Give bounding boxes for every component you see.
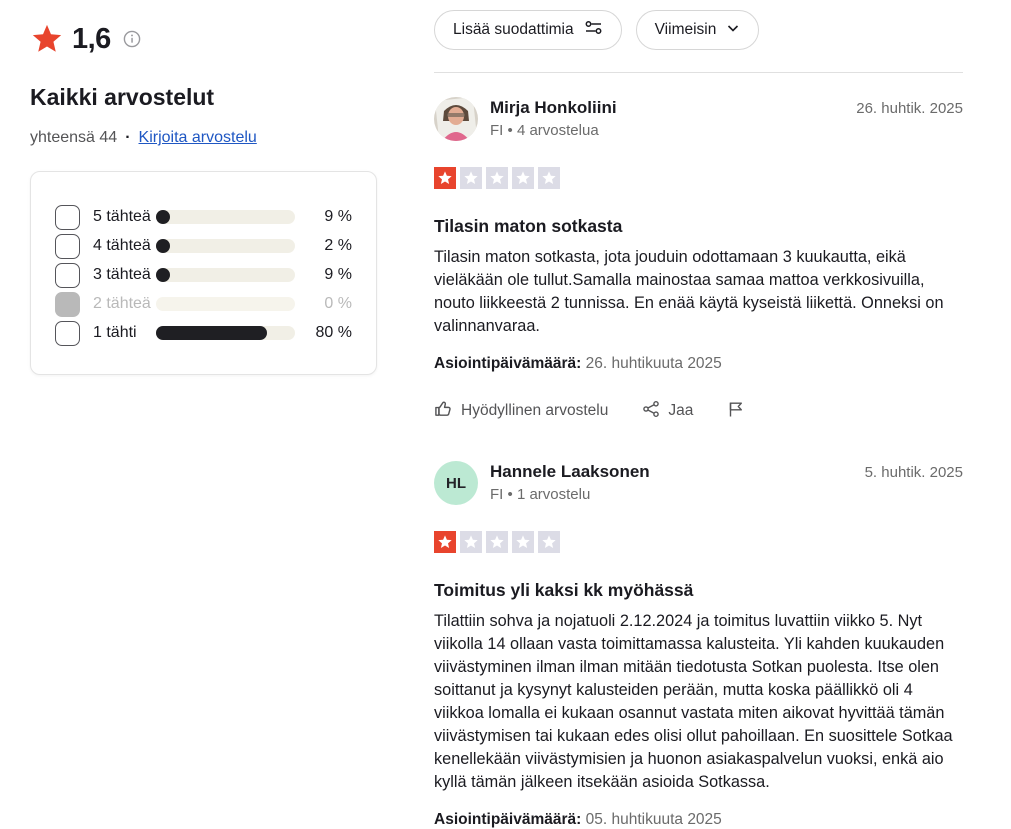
star-row-percent: 2 % [324, 237, 352, 254]
experience-date-label: Asiointipäivämäärä: [434, 811, 582, 828]
star-row-bar [156, 210, 295, 224]
reviewer-info[interactable] [490, 97, 617, 139]
reviewer-info[interactable] [490, 461, 650, 503]
checkbox-3-stars[interactable] [55, 263, 80, 288]
review-card [434, 437, 963, 829]
filter-row-5-stars[interactable] [55, 204, 352, 230]
star-row-bar [156, 326, 295, 340]
summary-sidebar [30, 0, 377, 800]
experience-date-row [434, 355, 963, 373]
reviewer-meta [490, 122, 617, 139]
dot-separator: · [125, 129, 131, 146]
star-row-percent: 9 % [324, 266, 352, 283]
review-date: 5. huhtik. 2025 [864, 464, 963, 481]
rating-breakdown-card [30, 171, 377, 375]
star-empty-icon [538, 531, 560, 553]
reviewer-meta [490, 486, 650, 503]
star-empty-icon [538, 167, 560, 189]
avatar: HL [434, 461, 478, 505]
review-card [434, 73, 963, 423]
star-empty-icon [486, 531, 508, 553]
meta-dot: • [507, 486, 513, 503]
trustpilot-star-icon [30, 22, 64, 56]
review-header [434, 461, 963, 505]
sort-selected-label: Viimeisin [654, 21, 717, 38]
star-row-label: 2 tähteä [93, 295, 151, 312]
review-date: 26. huhtik. 2025 [856, 100, 963, 117]
star-row-label: 1 tähti [93, 324, 137, 341]
thumbs-up-icon [434, 399, 453, 423]
share-button[interactable] [642, 400, 693, 423]
reviewer-name[interactable]: Hannele Laaksonen [490, 462, 650, 481]
star-row-label: 3 tähteä [93, 266, 151, 283]
star-row-bar [156, 239, 295, 253]
checkbox-4-stars[interactable] [55, 234, 80, 259]
star-filled-icon [434, 167, 456, 189]
review-body: Tilasin maton sotkasta, jota jouduin odottamaan 3 kuukautta, eikä vieläkään ole tullut.Samalla mainostaa samaa mattoa verkkosivuilla, nouto liikkeestä 2 tunnissa. En enää käytä kyseistä liikettä. Onneksi on valinnanvaraa. [434, 248, 944, 335]
star-empty-icon [512, 531, 534, 553]
checkbox-1-star[interactable] [55, 321, 80, 346]
review-title: Tilasin maton sotkasta [434, 216, 623, 236]
share-label: Jaa [668, 402, 694, 419]
star-empty-icon [512, 167, 534, 189]
filter-bar [434, 10, 963, 50]
experience-date-value: 26. huhtikuuta 2025 [585, 355, 722, 372]
reviews-list [434, 0, 963, 828]
star-empty-icon [486, 167, 508, 189]
star-row-percent: 80 % [315, 324, 352, 341]
sort-dropdown[interactable] [636, 10, 760, 50]
avatar [434, 97, 478, 141]
page-title: Kaikki arvostelut [30, 84, 215, 110]
score-row [30, 22, 377, 56]
star-row-bar [156, 268, 295, 282]
star-row-label: 5 tähteä [93, 208, 151, 225]
star-empty-icon [460, 531, 482, 553]
useful-label: Hyödyllinen arvostelu [461, 402, 609, 419]
filter-row-4-stars[interactable] [55, 233, 352, 259]
flag-icon [727, 400, 745, 423]
star-filled-icon [434, 531, 456, 553]
info-icon[interactable] [123, 30, 141, 48]
review-actions [434, 399, 963, 423]
review-body: Tilattiin sohva ja nojatuoli 2.12.2024 ja toimitus luvattiin viikko 5. Nyt viikolla 14 ollaan vasta toimittamassa kalusteita. Yli kahden kuukauden viivästyminen ilman ilman mitään tiedotusta Sotkan puolesta. Itse olen soittanut ja kysynyt kalusteiden perään, mutta koska päällikkö oli 4 viikkoa lomalla ei kukaan osannut vastata miten aikovat hyvittää tämän viivästymisen tai kukaan edes olisi ollut pahoillaan. En suosittele Sotkaa kenellekään viivästymisien ja huonon asiakaspalvelun vuoksi, enkä aio kyllä tämän jälkeen itsekään asioida Sotkassa. [434, 612, 953, 791]
meta-dot: • [507, 122, 513, 139]
reviewer-count: 1 arvostelu [516, 486, 591, 503]
sliders-icon [584, 18, 603, 42]
reviewer-country: FI [490, 122, 504, 139]
star-row-percent: 0 % [324, 295, 352, 312]
star-rating [434, 167, 963, 189]
review-header [434, 97, 963, 141]
filter-row-2-stars [55, 291, 352, 317]
star-row-label: 4 tähteä [93, 237, 151, 254]
reviewer-name[interactable]: Mirja Honkoliini [490, 98, 617, 117]
experience-date-row [434, 811, 963, 829]
overall-score: 1,6 [72, 22, 111, 55]
useful-button[interactable] [434, 399, 608, 423]
chevron-down-icon [726, 21, 740, 40]
checkbox-5-stars[interactable] [55, 205, 80, 230]
star-empty-icon [460, 167, 482, 189]
share-nodes-icon [642, 400, 660, 423]
star-rating [434, 531, 963, 553]
report-flag-button[interactable] [727, 400, 745, 423]
summary-subrow [30, 129, 377, 147]
review-title: Toimitus yli kaksi kk myöhässä [434, 580, 694, 600]
filter-row-1-star[interactable] [55, 320, 352, 346]
filter-row-3-stars[interactable] [55, 262, 352, 288]
star-row-bar [156, 297, 295, 311]
experience-date-value: 05. huhtikuuta 2025 [585, 811, 722, 828]
write-review-link[interactable]: Kirjoita arvostelu [138, 129, 257, 146]
reviewer-country: FI [490, 486, 504, 503]
more-filters-label: Lisää suodattimia [453, 21, 574, 38]
star-row-percent: 9 % [324, 208, 352, 225]
checkbox-2-stars [55, 292, 80, 317]
reviewer-count: 4 arvostelua [516, 122, 599, 139]
experience-date-label: Asiointipäivämäärä: [434, 355, 582, 372]
more-filters-button[interactable] [434, 10, 622, 50]
total-reviews-label: yhteensä 44 [30, 129, 118, 146]
